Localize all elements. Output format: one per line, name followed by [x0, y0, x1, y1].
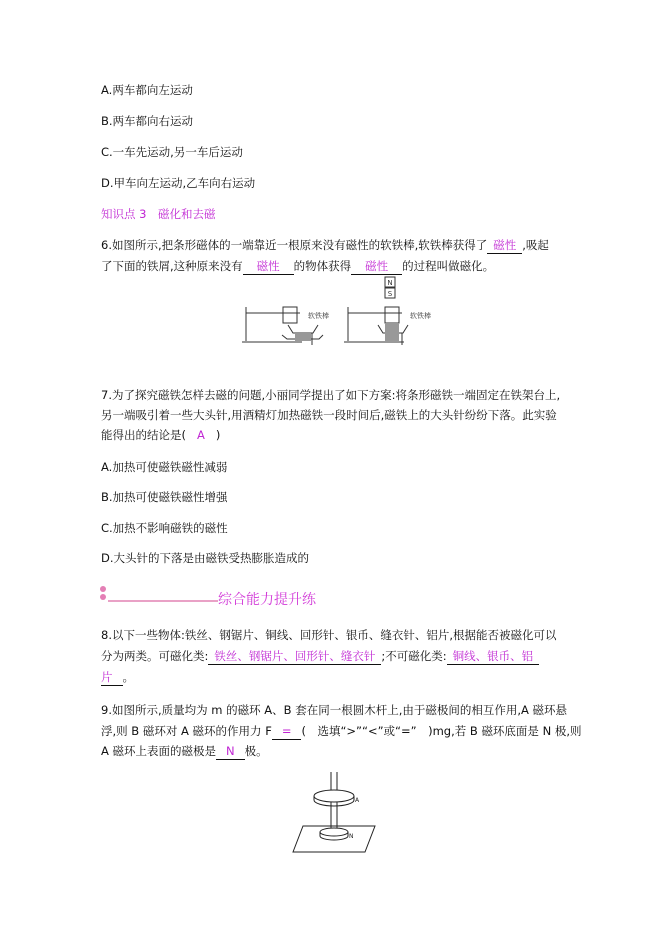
fig-label-n: N: [349, 833, 354, 840]
q6-line2: 了下面的铁屑,这种原来没有 磁性 的物体获得 磁性 的过程叫做磁化。: [101, 259, 495, 273]
option: B.两车都向右运动: [101, 114, 194, 128]
option: D.大头针的下落是由磁铁受热膨胀造成的: [101, 551, 310, 565]
answer: 铜线、银币、铝: [447, 648, 540, 665]
answer: 片: [101, 669, 123, 686]
answer: 铁丝、钢锯片、回形针、缝衣针: [208, 648, 381, 665]
fig-label: 软铁棒: [308, 312, 329, 320]
option: C.加热不影响磁铁的磁性: [101, 521, 228, 535]
answer: 磁性: [243, 258, 294, 275]
magnetic-rings-figure: [285, 772, 385, 858]
answer: N: [216, 743, 245, 760]
q8-line2: 分为两类。可磁化类: 铁丝、钢锯片、回形针、缝衣针 ;不可磁化类: 铜线、银币、铝: [101, 648, 539, 665]
q9-line3: A 磁环上表面的磁极是 N 极。: [101, 744, 268, 758]
fig-n: N: [387, 279, 393, 287]
answer: =: [272, 723, 302, 740]
q7-line1: 7.为了探究磁铁怎样去磁的问题,小丽同学提出了如下方案:将条形磁铁一端固定在铁架台上,: [101, 388, 561, 402]
q6-line1: 6.如图所示,把条形磁体的一端靠近一根原来没有磁性的软铁棒,软铁棒获得了 磁性 ,吸起: [101, 238, 549, 252]
answer: A: [196, 428, 205, 442]
fig-label: 软铁棒: [410, 312, 431, 320]
option: A.两车都向左运动: [101, 83, 193, 97]
section-heading: 知识点 3 磁化和去磁: [101, 207, 216, 221]
answer: 磁性: [351, 258, 402, 275]
q8-line3: 片 。: [101, 670, 134, 684]
q9-line1: 9.如图所示,质量均为 m 的磁环 A、B 套在同一根圆木杆上,由于磁极间的相互作用,A 磁环悬: [101, 703, 568, 717]
answer: 磁性: [487, 237, 522, 254]
q7-line3: 能得出的结论是( A ): [101, 428, 221, 442]
magnetization-figure: [240, 279, 440, 343]
option: A.加热可使磁铁磁性减弱: [101, 460, 228, 474]
section-decoration: [98, 585, 218, 611]
fig-label-a: A: [355, 797, 360, 804]
fig-s: S: [387, 290, 393, 298]
option: C.一车先运动,另一车后运动: [101, 145, 243, 159]
section-title: 综合能力提升练: [218, 592, 316, 608]
q8-line1: 8.以下一些物体:铁丝、钢锯片、铜线、回形针、银币、缝衣针、铝片,根据能否被磁化可以: [101, 628, 557, 642]
option: D.甲车向左运动,乙车向右运动: [101, 176, 256, 190]
option: B.加热可使磁铁磁性增强: [101, 490, 228, 504]
q9-line2: 浮,则 B 磁环对 A 磁环的作用力 F = ( 选填“>”“<”或“=” )mg,若 B 磁环底面是 N 极,则: [101, 724, 582, 738]
q7-line2: 另一端吸引着一些大头针,用酒精灯加热磁铁一段时间后,磁铁上的大头针纷纷下落。此实验: [101, 408, 557, 422]
